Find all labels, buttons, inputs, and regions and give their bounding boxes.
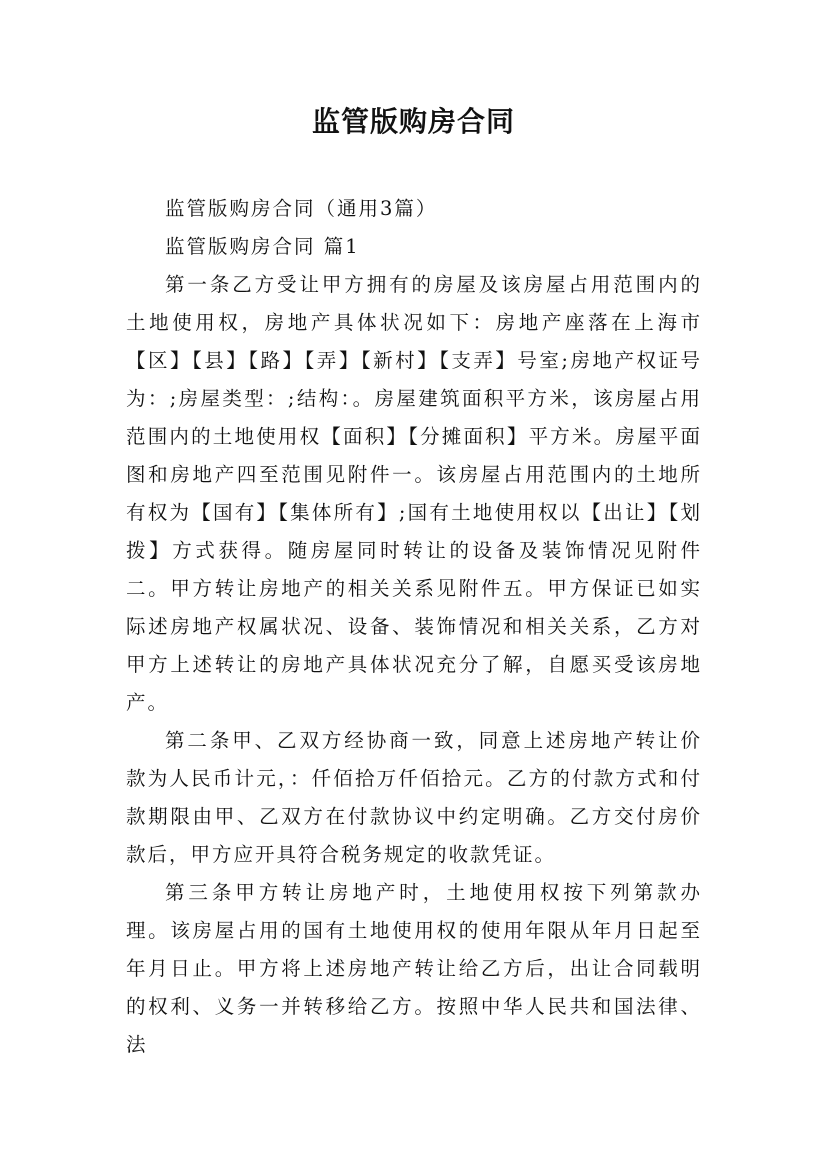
document-title: 监管版购房合同 <box>311 105 515 138</box>
paragraph-article-3: 第三条甲方转让房地产时，土地使用权按下列第款办理。该房屋占用的国有土地使用权的使用年限从年月日起至年月日止。甲方将上述房地产转让给乙方后，出让合同载明的权利、义务一并转移给乙方。按照中华人民共和国法律、法 <box>126 881 702 1056</box>
section-heading: 监管版购房合同 篇1 <box>165 235 360 258</box>
document-subtitle: 监管版购房合同（通用3篇） <box>165 197 438 220</box>
paragraph-article-1: 第一条乙方受让甲方拥有的房屋及该房屋占用范围内的土地使用权，房地产具体状况如下：房地产座落在上海市【区】【县】【路】【弄】【新村】【支弄】号室;房地产权证号为：;房屋类型：;结构：。房屋建筑面积平方米，该房屋占用范围内的土地使用权【面积】【分摊面积】平方米。房屋平面图和房地产四至范围见附件一。该房屋占用范围内的土地所有权为【国有】【集体所有】;国有土地使用权以【出让】【划拨】方式获得。随房屋同时转让的设备及装饰情况见附件二。甲方转让房地产的相关关系见附件五。甲方保证已如实际述房地产权属状况、设备、装饰情况和相关关系，乙方对甲方上述转让的房地产具体状况充分了解，自愿买受该房地产。 <box>126 273 702 714</box>
paragraph-article-2: 第二条甲、乙双方经协商一致，同意上述房地产转让价款为人民币计元，：仟佰拾万仟佰拾元。乙方的付款方式和付款期限由甲、乙双方在付款协议中约定明确。乙方交付房价款后，甲方应开具符合税务规定的收款凭证。 <box>126 729 702 866</box>
document-body <box>126 190 702 1064</box>
